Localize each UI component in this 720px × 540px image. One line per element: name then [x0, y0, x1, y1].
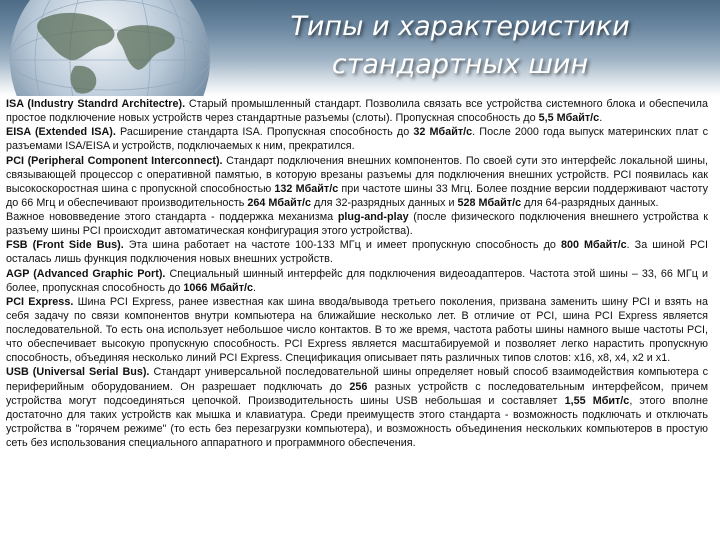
title-banner: [0, 0, 720, 96]
text-run: Важное нововведение этого стандарта - поддержка механизма: [6, 211, 338, 223]
bold-text: plug-and-play: [337, 211, 409, 223]
text-run: Стандарт универсальной последовательной шины определяет новый способ взаимодействия компьютера с периферийным оборудованием. Он разрешает подключать до: [6, 366, 708, 393]
text-run: Старый промышленный стандарт. Позволила связать все устройства системного блока и обеспечила простое подключение новых устройств через стандартные разъемы (слоты). Пропускная способность до: [6, 98, 708, 125]
text-run: для 64-разрядных данных.: [521, 196, 659, 209]
text-run: (после физического подключения внешнего устройства к разъему шины PCI происходит автоматическая конфигурация этого устройства).: [6, 211, 708, 238]
text-run: Стандарт подключения внешних компонентов. По своей сути это интерфейс локальной шины, связывающей процессор с оперативной памятью, в которую врезаны разъемы для подключения внешних устройств. PCI появилась как высокоскоростная шина с пропускной способностью: [6, 154, 708, 195]
bold-text: ISA (Industry Standrd Architectre).: [6, 98, 186, 110]
bold-text: EISA (Extended ISA).: [6, 126, 116, 139]
text-run: при частоте шины 33 Мгц. Более поздние версии поддерживают частоту до 66 Мгц и обеспечивают производительность: [6, 182, 708, 209]
text-run: Расширение стандарта ISA. Пропускная способность до: [115, 126, 414, 139]
title-line-2: стандартных шин: [331, 49, 589, 80]
bold-text: FSB (Front Side Bus).: [6, 239, 124, 252]
bold-text: 256: [349, 380, 368, 393]
text-run: . После 2000 года выпуск материнских плат с разъемами ISA/EISA и устройств, подключаемых к ним, прекратился.: [6, 126, 708, 153]
bold-text: USB (Universal Serial Bus).: [6, 366, 150, 379]
globe-icon: [0, 0, 230, 96]
bold-text: 1,55 Мбит/с: [564, 394, 630, 407]
text-run: .: [599, 112, 603, 125]
bold-text: PCI (Peripheral Component Interconnect).: [6, 154, 223, 167]
text-run: Шина PCI Express, ранее известная как шина ввода/вывода третьего поколения, призвана заменить шину PCI и взять на себя задачу по связи компонентов внутри компьютера на ближайшие несколько лет. В отличие от PCI, шина PCI Express является последовательной. То есть она использует небольшое число контактов. В то же время, частота работы шины намного выше частоты PCI, что обеспечивает высокую пропускную способность. PCI Express является масштабируемой и позволяет легко нарастить пропускную способность, объединяя несколько линий PCI Express. Спецификация описывает пять различных типов слотов: x16, x8, x4, x2 и x1.: [6, 295, 708, 365]
bold-text: AGP (Advanced Graphic Port).: [6, 267, 166, 280]
bold-text: 800 Мбайт/с: [560, 239, 627, 252]
text-run: . За шиной PCI осталась лишь функция подключения новых внешних устройств.: [6, 239, 708, 266]
bold-text: PCI Express.: [6, 295, 74, 308]
paragraph: [6, 267, 708, 295]
bold-text: 5,5 Мбайт/с: [538, 112, 600, 125]
paragraph: [6, 125, 708, 153]
text-run: Специальный шинный интерфейс для подключения видеоадаптеров. Частота этой шины – 33, 66 МГц и более, пропускная способность до: [6, 267, 708, 294]
document-body: [6, 97, 708, 535]
paragraph: [6, 365, 708, 450]
text-run: для 32-разрядных данных и: [311, 196, 458, 209]
page-title: [200, 8, 720, 84]
bold-text: 132 Мбайт/с: [274, 182, 339, 195]
paragraph: [6, 97, 708, 125]
bold-text: 264 Мбайт/с: [247, 196, 312, 209]
paragraph: [6, 154, 708, 211]
bold-text: 1066 Мбайт/с: [183, 281, 253, 294]
title-line-1: Типы и характеристики: [290, 11, 630, 42]
text-run: , этого вполне достаточно для таких устройств как мышка и клавиатура. Среди преимуществ этого стандарта - возможность подключать и отключать устройства в "горячем режиме" (то есть без перезагрузки компьютера), и возможность объединения нескольких компьютеров в простую сеть без использования специального аппаратного и программного обеспечения.: [6, 394, 708, 449]
paragraph: [6, 238, 708, 266]
bold-text: 32 Мбайт/с: [413, 126, 473, 139]
text-run: Эта шина работает на частоте 100-133 МГц и имеет пропускную способность до: [123, 239, 561, 252]
text-run: .: [253, 281, 256, 294]
paragraph: [6, 295, 708, 366]
text-run: разных устройств с последовательным интерфейсом, причем устройства могут подсоединяться цепочкой. Производительность шины USB небольшая и составляет: [6, 380, 708, 407]
paragraph: [6, 210, 708, 238]
bold-text: 528 Мбайт/с: [457, 196, 522, 209]
